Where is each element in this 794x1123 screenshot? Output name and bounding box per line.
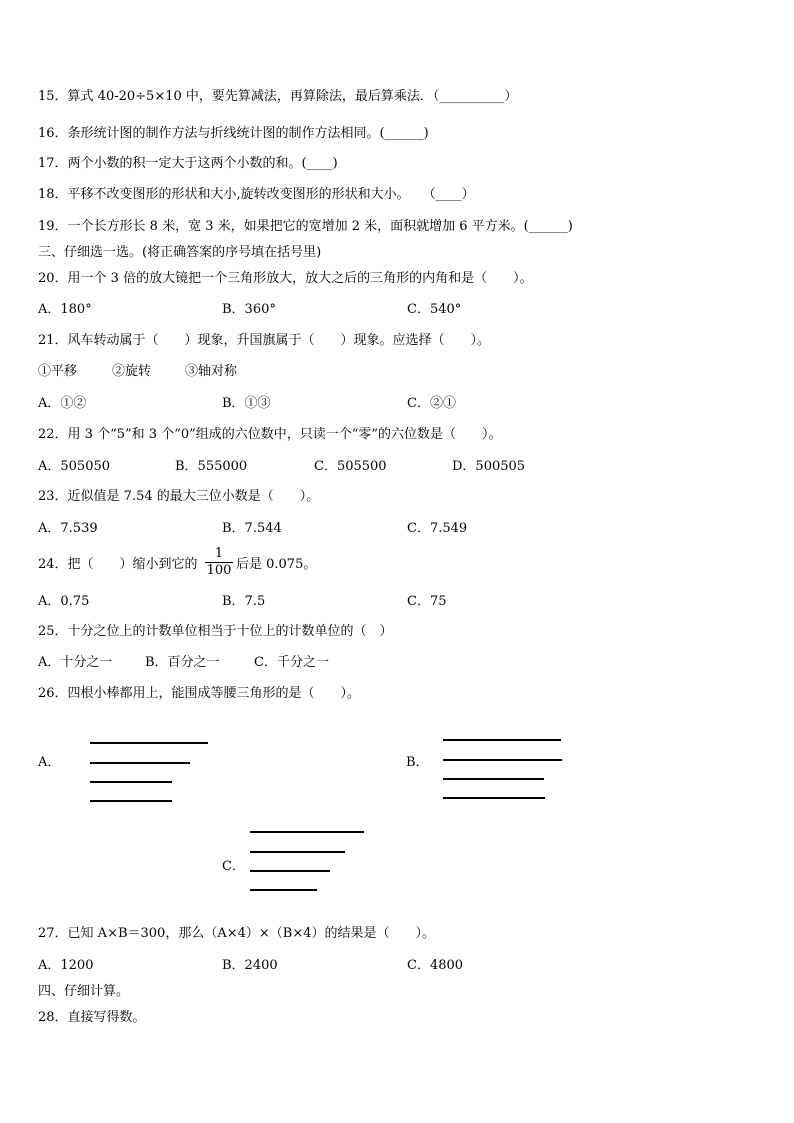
q22: 22．用 3 个“5”和 3 个“0”组成的六位数中，只读一个“零”的六位数是（ ）。 <box>38 427 502 442</box>
q16: 16．条形统计图的制作方法与折线统计图的制作方法相同。(______) <box>38 126 429 141</box>
q26-a-stick-4 <box>90 800 172 802</box>
q26-a-stick-2 <box>90 762 190 764</box>
q24-fraction-denominator: 100 <box>206 563 232 578</box>
q21-option-a: A．①② <box>38 396 87 411</box>
q20-option-b: B．360° <box>222 302 276 317</box>
q15: 15．算式 40-20÷5×10 中，要先算减法，再算除法，最后算乘法．（__________） <box>38 89 518 104</box>
q24-fraction-numerator: 1 <box>214 546 224 561</box>
q25-option-a: A．十分之一 <box>38 655 113 670</box>
section3-heading: 三、仔细选一选。(将正确答案的序号填在括号里) <box>38 245 322 260</box>
q26-b-stick-1 <box>443 739 561 741</box>
q25: 25．十分之位上的计数单位相当于十位上的计数单位的（ ） <box>38 624 393 639</box>
q26-a-stick-1 <box>90 742 208 744</box>
q24-prefix: 24．把（ ）缩小到它的 <box>38 557 198 572</box>
q26-c-stick-3 <box>250 870 330 872</box>
q24-fraction <box>205 547 233 578</box>
q20: 20．用一个 3 倍的放大镜把一个三角形放大，放大之后的三角形的内角和是（ ）。 <box>38 271 533 286</box>
q26-b-stick-4 <box>443 797 545 799</box>
q21-item-2: ②旋转 <box>112 364 152 379</box>
q25-option-b: B．百分之一 <box>145 655 220 670</box>
q26-option-b-label: B． <box>406 755 429 770</box>
q21-option-c: C．②① <box>407 396 456 411</box>
q18: 18．平移不改变图形的形状和大小,旋转改变图形的形状和大小。 （____） <box>38 187 475 202</box>
q20-option-c: C．540° <box>407 302 462 317</box>
q24-option-b: B．7.5 <box>222 594 266 609</box>
q22-option-c: C．505500 <box>314 459 387 474</box>
q23-option-b: B．7.544 <box>222 521 282 536</box>
q24-suffix: 后是 0.075。 <box>236 557 317 572</box>
q22-option-b: B．555000 <box>175 459 248 474</box>
q26-b-stick-2 <box>443 759 562 761</box>
q26-a-stick-3 <box>90 781 172 783</box>
q27-option-c: C．4800 <box>407 958 464 973</box>
q22-option-a: A．505050 <box>38 459 111 474</box>
q23: 23．近似值是 7.54 的最大三位小数是（ ）。 <box>38 489 320 504</box>
q27-option-b: B．2400 <box>222 958 278 973</box>
q24-option-c: C．75 <box>407 594 447 609</box>
q26-option-a-label: A． <box>38 755 61 770</box>
q26-c-stick-1 <box>250 831 364 833</box>
q24-option-a: A．0.75 <box>38 594 90 609</box>
q26-c-stick-2 <box>250 851 345 853</box>
q20-option-a: A．180° <box>38 302 92 317</box>
q21: 21．风车转动属于（ ）现象，升国旗属于（ ）现象。应选择（ ）。 <box>38 333 491 348</box>
q28: 28．直接写得数。 <box>38 1010 146 1025</box>
q17: 17．两个小数的积一定大于这两个小数的和。(____) <box>38 156 338 171</box>
q22-option-d: D．500505 <box>452 459 526 474</box>
q26-c-stick-4 <box>250 889 317 891</box>
q23-option-a: A．7.539 <box>38 521 98 536</box>
q21-option-b: B．①③ <box>222 396 271 411</box>
q25-option-c: C．千分之一 <box>254 655 329 670</box>
q27-option-a: A．1200 <box>38 958 94 973</box>
section4-heading: 四、仔细计算。 <box>38 984 130 999</box>
q26-b-stick-3 <box>443 778 544 780</box>
q21-item-1: ①平移 <box>38 364 78 379</box>
q27: 27．已知 A×B＝300，那么（A×4）×（B×4）的结果是（ ）。 <box>38 926 435 941</box>
q26: 26．四根小棒都用上，能围成等腰三角形的是（ ）。 <box>38 686 361 701</box>
q26-option-c-label: C． <box>222 859 245 874</box>
q21-item-3: ③轴对称 <box>185 364 238 379</box>
q19: 19．一个长方形长 8 米，宽 3 米，如果把它的宽增加 2 米，面积就增加 6 平方米。(______) <box>38 219 573 234</box>
q23-option-c: C．7.549 <box>407 521 468 536</box>
